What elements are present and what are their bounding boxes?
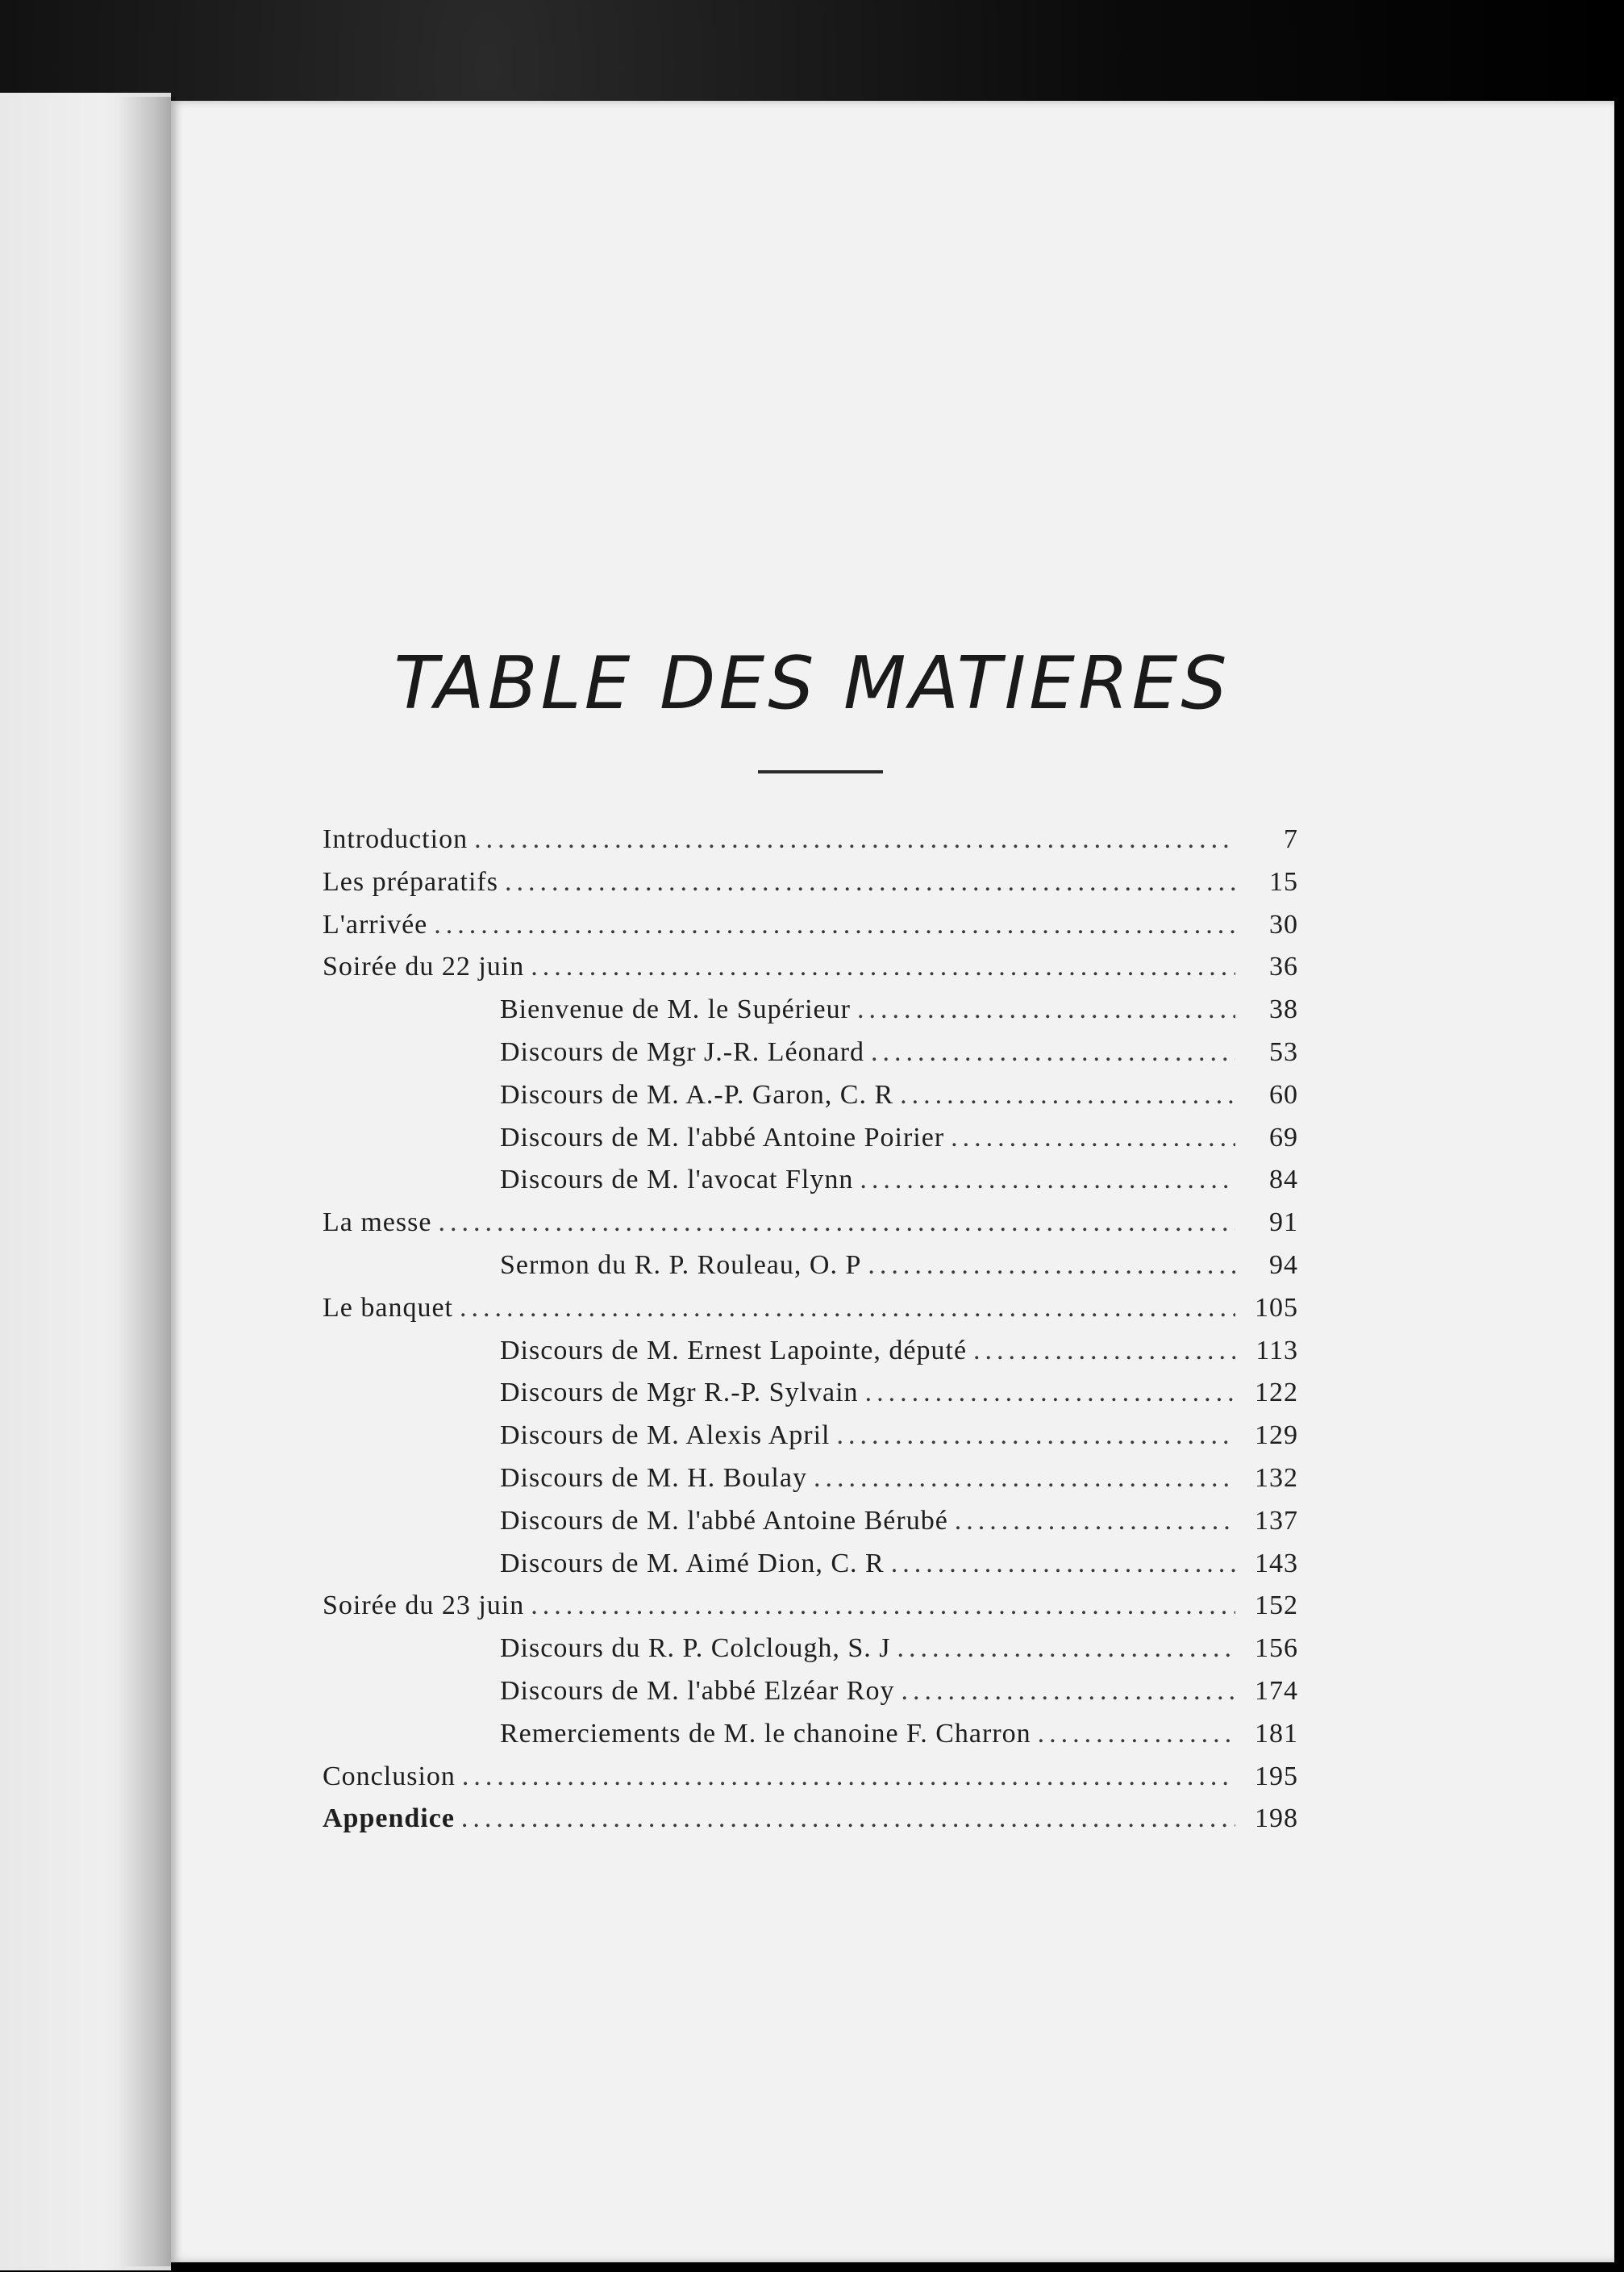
toc-entry-label: Les préparatifs [323, 866, 498, 897]
toc-page-number: 36 [1269, 952, 1298, 982]
title-divider [758, 770, 883, 773]
toc-page-number: 174 [1255, 1675, 1298, 1706]
toc-entry [323, 989, 1298, 1032]
toc-entry-label: Discours de M. l'abbé Antoine Poirier [500, 1122, 945, 1153]
toc-entry [323, 1585, 1298, 1628]
dot-leader [871, 1032, 1235, 1074]
toc-entry [323, 1032, 1298, 1074]
dot-leader [434, 904, 1235, 947]
toc-entry [323, 1457, 1298, 1500]
toc-entry [323, 1372, 1298, 1415]
toc-page-number: 38 [1269, 994, 1298, 1025]
dot-leader [836, 1415, 1235, 1457]
toc-page-number: 94 [1269, 1249, 1298, 1280]
toc-entry [323, 1798, 1298, 1841]
dot-leader [438, 1202, 1235, 1244]
dot-leader [891, 1543, 1235, 1586]
toc-entry [323, 1074, 1298, 1117]
dot-leader [461, 1798, 1235, 1841]
dot-leader [531, 946, 1235, 989]
toc-entry-label: Bienvenue de M. le Supérieur [500, 994, 851, 1025]
dot-leader [1038, 1713, 1235, 1756]
toc-entry-label: Discours de M. H. Boulay [500, 1462, 807, 1493]
toc-entry-label: Discours de M. l'abbé Elzéar Roy [500, 1675, 895, 1706]
toc-entry-label: Discours de Mgr J.-R. Léonard [500, 1036, 865, 1067]
dot-leader [897, 1628, 1236, 1670]
toc-entry-label: Discours de M. Aimé Dion, C. R [500, 1548, 885, 1578]
dot-leader [462, 1756, 1235, 1799]
toc-entry [323, 1330, 1298, 1373]
toc-entry [323, 946, 1298, 989]
dot-leader [868, 1244, 1235, 1287]
toc-entry-label: Discours de M. l'abbé Antoine Bérubé [500, 1505, 948, 1536]
toc-entry-label: Discours de M. l'avocat Flynn [500, 1165, 854, 1195]
toc-page-number: 122 [1255, 1378, 1298, 1408]
toc-page-number: 181 [1255, 1718, 1298, 1749]
toc-entry-label: Soirée du 23 juin [323, 1590, 525, 1621]
toc-page-number: 84 [1269, 1165, 1298, 1195]
dot-leader [860, 1159, 1235, 1202]
table-of-contents [323, 819, 1298, 1841]
toc-page-number: 91 [1269, 1207, 1298, 1238]
toc-page-number: 143 [1255, 1548, 1298, 1578]
dot-leader [505, 861, 1235, 904]
dot-leader [474, 819, 1235, 861]
toc-entry-label: Remerciements de M. le chanoine F. Charron [500, 1718, 1031, 1749]
toc-entry-label: Discours du R. P. Colclough, S. J [500, 1633, 891, 1664]
dot-leader [531, 1585, 1235, 1628]
toc-page-number: 132 [1255, 1462, 1298, 1493]
toc-entry [323, 1202, 1298, 1244]
toc-page-number: 15 [1269, 866, 1298, 897]
toc-entry-label: Appendice [323, 1803, 455, 1834]
dot-leader [460, 1287, 1235, 1330]
toc-entry [323, 1415, 1298, 1457]
toc-entry-label: Discours de Mgr R.-P. Sylvain [500, 1378, 859, 1408]
toc-page-number: 69 [1269, 1122, 1298, 1153]
toc-page-number: 156 [1255, 1633, 1298, 1664]
toc-entry [323, 1628, 1298, 1670]
toc-entry [323, 1244, 1298, 1287]
toc-page-number: 137 [1255, 1505, 1298, 1536]
dot-leader [900, 1074, 1235, 1117]
toc-entry-label: Conclusion [323, 1761, 456, 1791]
toc-entry-label: L'arrivée [323, 909, 428, 940]
toc-entry [323, 1543, 1298, 1586]
toc-page-number: 53 [1269, 1036, 1298, 1067]
dot-leader [814, 1457, 1235, 1500]
toc-entry [323, 1287, 1298, 1330]
dot-leader [973, 1330, 1235, 1373]
toc-entry [323, 1713, 1298, 1756]
toc-page-number: 152 [1255, 1590, 1298, 1621]
toc-entry [323, 1756, 1298, 1799]
toc-entry-label: Discours de M. A.-P. Garon, C. R [500, 1079, 894, 1110]
toc-page-number: 7 [1284, 824, 1298, 854]
toc-entry [323, 861, 1298, 904]
toc-entry [323, 1500, 1298, 1543]
dot-leader [951, 1117, 1235, 1160]
toc-page-number: 195 [1255, 1761, 1298, 1791]
page-title: TABLE DES MATIERES [394, 641, 1230, 726]
toc-entry-label: Discours de M. Ernest Lapointe, député [500, 1335, 968, 1365]
toc-page-number: 60 [1269, 1079, 1298, 1110]
toc-entry [323, 904, 1298, 947]
toc-entry-label: Le banquet [323, 1292, 453, 1323]
toc-entry [323, 819, 1298, 861]
toc-page-number: 30 [1269, 909, 1298, 940]
dot-leader [857, 989, 1235, 1032]
toc-entry-label: Discours de M. Alexis April [500, 1420, 831, 1451]
dot-leader [901, 1670, 1235, 1713]
toc-page-number: 113 [1255, 1335, 1298, 1365]
toc-entry-label: La messe [323, 1207, 432, 1238]
toc-entry [323, 1117, 1298, 1160]
dot-leader [955, 1500, 1235, 1543]
toc-page-number: 105 [1255, 1292, 1298, 1323]
toc-entry-label: Soirée du 22 juin [323, 952, 525, 982]
page-fold-shadow [119, 97, 176, 2266]
dot-leader [865, 1372, 1235, 1415]
toc-entry-label: Sermon du R. P. Rouleau, O. P [500, 1249, 862, 1280]
toc-entry [323, 1670, 1298, 1713]
toc-page-number: 129 [1255, 1420, 1298, 1451]
toc-entry-label: Introduction [323, 824, 468, 854]
toc-page-number: 198 [1255, 1803, 1298, 1834]
toc-entry [323, 1159, 1298, 1202]
